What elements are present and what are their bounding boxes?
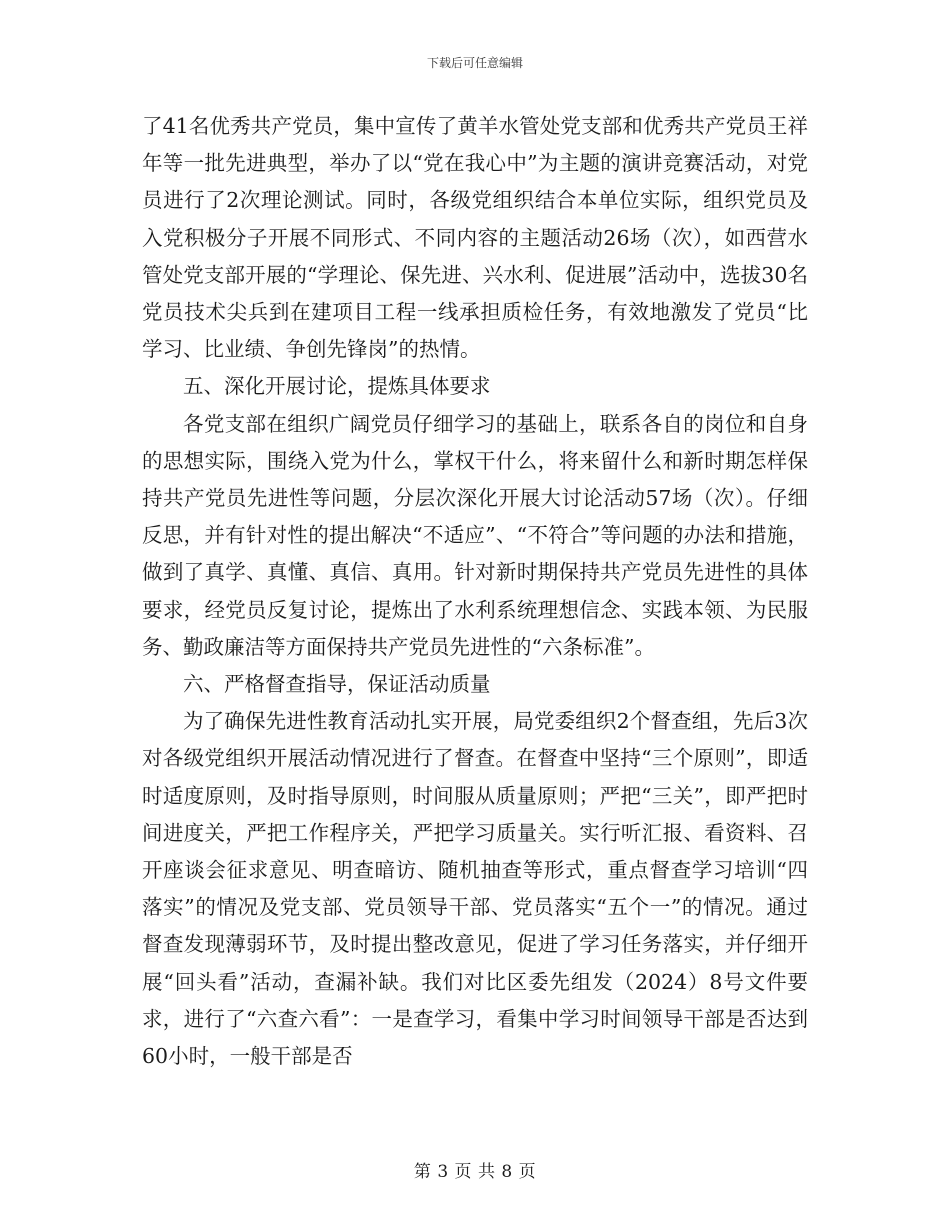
- paragraph-continued: 了41名优秀共产党员，集中宣传了黄羊水管处党支部和优秀共产党员王祥年等一批先进典型，举办了以“党在我心中”为主题的演讲竞赛活动，对党员进行了2次理论测试。同时，各级党组织结合本单位实际，组织党员及入党积极分子开展不同形式、不同内容的主题活动26场（次），如西营水管处党支部开展的“学理论、保先进、兴水利、促进展”活动中，选拔30名党员技术尖兵到在建项目工程一线承担质检任务，有效地激发了党员“比学习、比业绩、争创先锋岗”的热情。: [142, 114, 808, 362]
- page-number-footer: 第 3 页 共 8 页: [413, 1162, 537, 1182]
- page-header: 下载后可任意编辑: [426, 56, 523, 70]
- section-heading-5: 五、深化开展讨论，提炼具体要求: [183, 374, 491, 399]
- paragraph-discussion: 各党支部在组织广阔党员仔细学习的基础上，联系各自的岗位和自身的思想实际，围绕入党为什么，掌权干什么，将来留什么和新时期怎样保持共产党员先进性等问题，分层次深化开展大讨论活动57场（次）。仔细反思，并有针对性的提出解决“不适应”、“不符合”等问题的办法和措施，做到了真学、真懂、真信、真用。针对新时期保持共产党员先进性的具体要求，经党员反复讨论，提炼出了水利系统理想信念、实践本领、为民服务、勤政廉洁等方面保持共产党员先进性的“六条标准”。: [142, 411, 808, 659]
- document-body: [142, 108, 808, 1075]
- section-heading-6: 六、严格督查指导，保证活动质量: [183, 672, 491, 697]
- paragraph-supervision: 为了确保先进性教育活动扎实开展，局党委组织2个督查组，先后3次对各级党组织开展活动情况进行了督查。在督查中坚持“三个原则”，即适时适度原则，及时指导原则，时间服从质量原则；严把“三关”，即严把时间进度关，严把工作程序关，严把学习质量关。实行听汇报、看资料、召开座谈会征求意见、明查暗访、随机抽查等形式，重点督查学习培训“四落实”的情况及党支部、党员领导干部、党员落实“五个一”的情况。通过督查发现薄弱环节，及时提出整改意见，促进了学习任务落实，并仔细开展“回头看”活动，查漏补缺。我们对比区委先组发（2024）8号文件要求，进行了“六查六看”：一是查学习，看集中学习时间领导干部是否达到60小时，一般干部是否: [142, 709, 808, 1069]
